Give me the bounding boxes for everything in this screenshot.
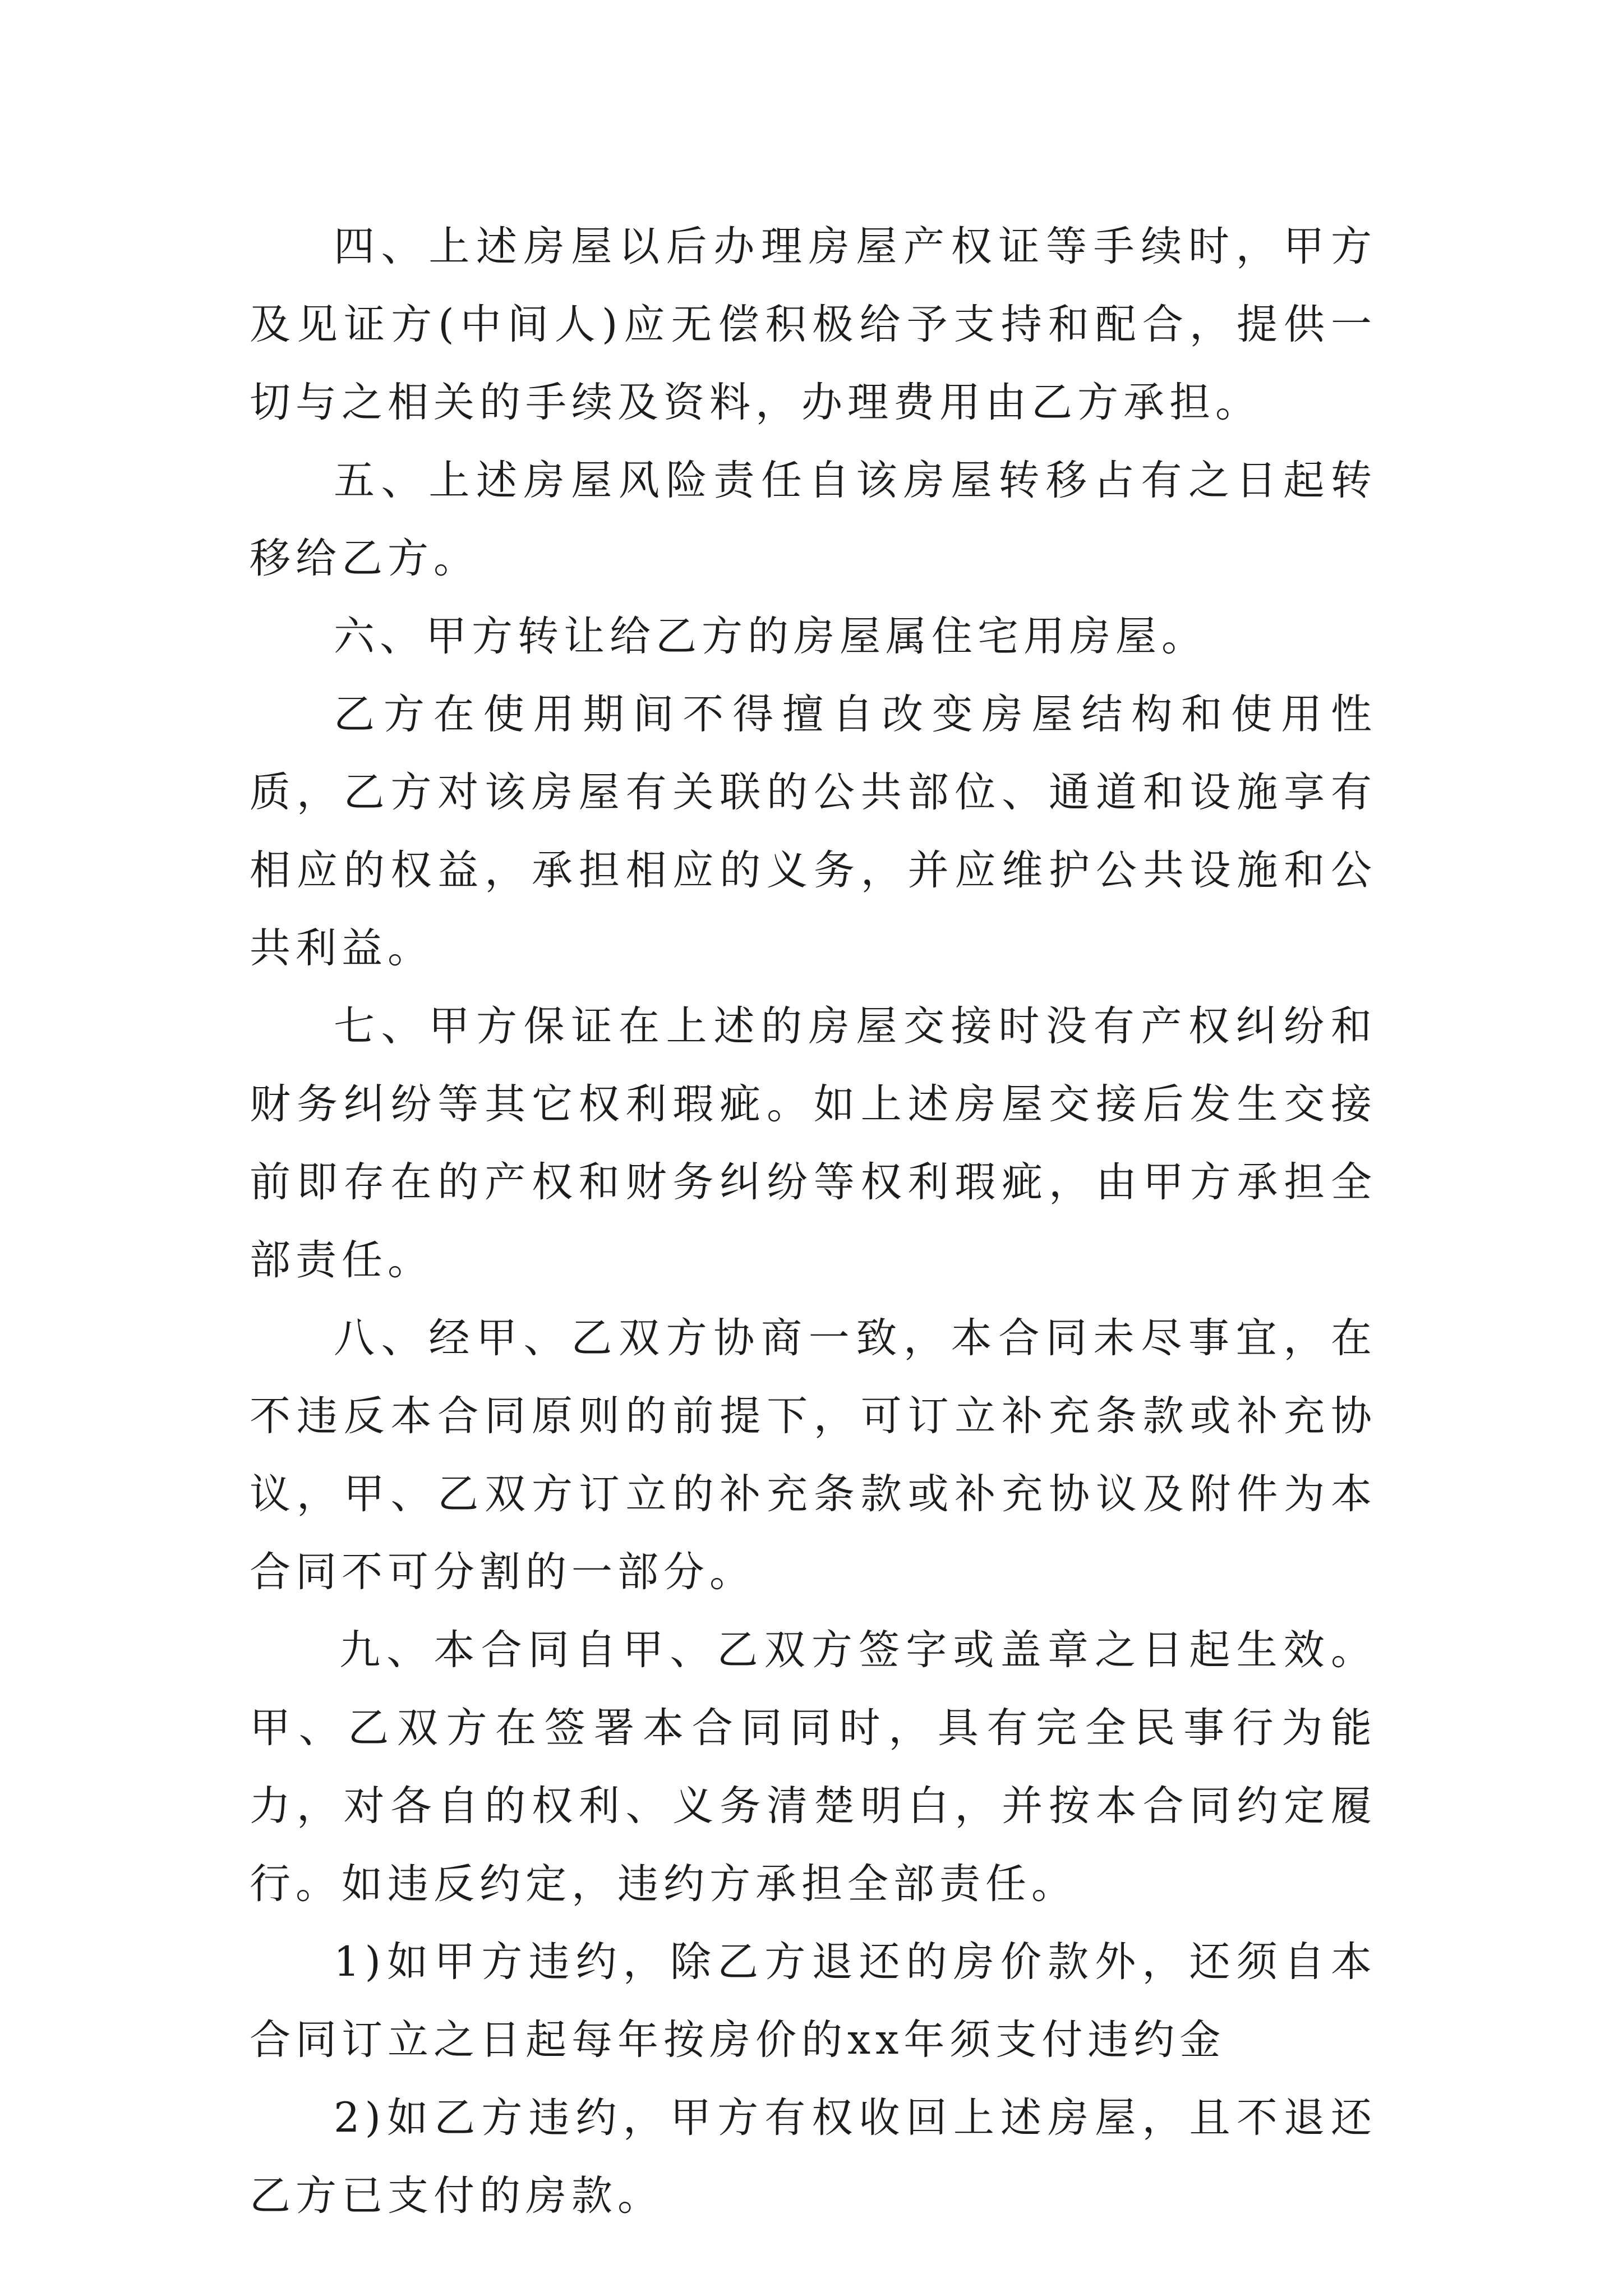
clause-seven: 七、甲方保证在上述的房屋交接时没有产权纠纷和财务纠纷等其它权利瑕疵。如上述房屋交接后发生交接前即存在的产权和财务纠纷等权利瑕疵，由甲方承担全部责任。 [250, 1002, 1377, 1284]
clause-four: 四、上述房屋以后办理房屋产权证等手续时，甲方及见证方(中间人)应无偿积极给予支持和配合，提供一切与之相关的手续及资料，办理费用由乙方承担。 [250, 223, 1377, 426]
clause-six-detail: 乙方在使用期间不得擅自改变房屋结构和使用性质，乙方对该房屋有关联的公共部位、通道和设施享有相应的权益，承担相应的义务，并应维护公共设施和公共利益。 [250, 691, 1377, 972]
document-body [250, 208, 1377, 2235]
clause-nine-item-1: 1)如甲方违约，除乙方退还的房价款外，还须自本合同订立之日起每年按房价的xx年须支付违约金 [250, 1938, 1377, 2064]
clause-nine: 九、本合同自甲、乙双方签字或盖章之日起生效。甲、乙双方在签署本合同同时，具有完全民事行为能力，对各自的权利、义务清楚明白，并按本合同约定履行。如违反约定，违约方承担全部责任。 [250, 1626, 1377, 1908]
clause-eight: 八、经甲、乙双方协商一致，本合同未尽事宜，在不违反本合同原则的前提下，可订立补充条款或补充协议，甲、乙双方订立的补充条款或补充协议及附件为本合同不可分割的一部分。 [250, 1314, 1377, 1596]
clause-five: 五、上述房屋风险责任自该房屋转移占有之日起转移给乙方。 [250, 457, 1377, 582]
clause-nine-item-2: 2)如乙方违约，甲方有权收回上述房屋，且不退还乙方已支付的房款。 [250, 2094, 1377, 2220]
clause-six: 六、甲方转让给乙方的房屋属住宅用房屋。 [334, 613, 1207, 660]
